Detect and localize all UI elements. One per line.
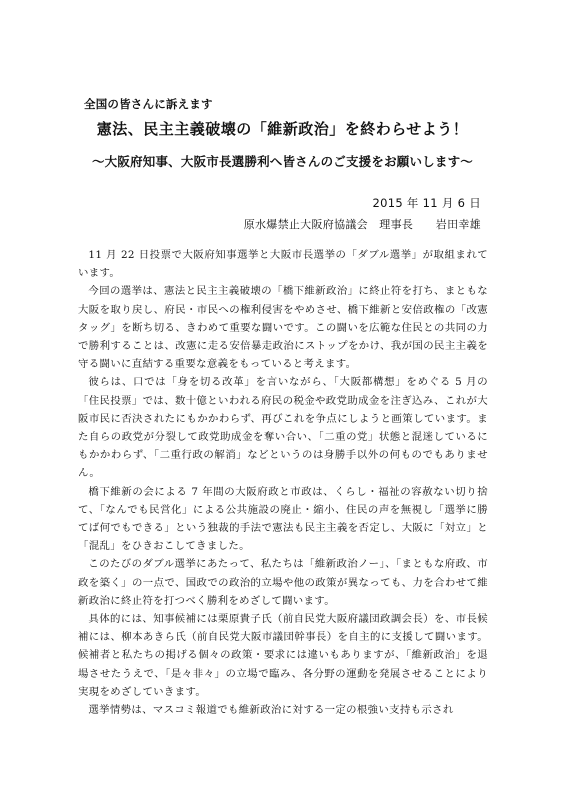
document-body [78, 246, 488, 719]
document-date: 2015 年 11 月 6 日 [372, 196, 481, 210]
document-title: 憲法、民主主義破壊の「維新政治」を終わらせよう！ [96, 120, 469, 138]
document-subtitle: ～大阪府知事、大阪市長選勝利へ皆さんのご支援をお願いします～ [91, 154, 473, 169]
appeal-label: 全国の皆さんに訴えます [84, 97, 213, 111]
body-paragraph: 彼らは、口では「身を切る改革」を言いながら、「大阪都構想」をめぐる 5 月の「住民投票」では、数十億といわれる府民の税金や政党助成金を注ぎ込み、これが大阪市民に否決されたにもかかわらず、再びこれを争点にしようと画策しています。また自らの政党が分裂して政党助成金を奪い合い、「二重の党」状態と混迷しているにもかかわらず、「二重行政の解消」などというのは身勝手以外の何ものでもありません。 [78, 376, 488, 480]
document-author: 原水爆禁止大阪府協議会 理事長 岩田幸雄 [243, 218, 481, 231]
body-paragraph: 橋下維新の会による 7 年間の大阪府政と市政は、くらし・福祉の容赦ない切り捨て、「なんでも民営化」による公共施設の廃止・縮小、住民の声を無視し「選挙に勝てば何でもできる」という独裁的手法で憲法も民主主義を否定し、大阪に「対立」と「混乱」をひきおこしてきました。 [78, 485, 488, 553]
body-paragraph: このたびのダブル選挙にあたって、私たちは「維新政治ノー」、「まともな府政、市政を築く」の一点で、国政での政治的立場や他の政策が異なっても、力を合わせて維新政治に終止符を打つべく勝利をめざして闘います。 [78, 558, 488, 607]
body-paragraph: 今回の選挙は、憲法と民主主義破壊の「橋下維新政治」に終止符を打ち、まともな大阪を取り戻し、府民・市民への権利侵害をやめさせ、橋下維新と安倍政権の「改憲タッグ」を断ち切る、きわめて重要な闘いです。この闘いを広範な住民との共同の力で勝利することは、改憲に走る安倍暴走政治にストップをかけ、我が国の民主主義を守る闘いに直結する重要な意義をもっていると考えます。 [78, 285, 488, 371]
body-paragraph: 11 月 22 日投票で大阪府知事選挙と大阪市長選挙の「ダブル選挙」が取組まれています。 [78, 249, 488, 280]
body-paragraph: 選挙情勢は、マスコミ報道でも維新政治に対する一定の根強い支持も示され [88, 704, 454, 717]
body-paragraph: 具体的には、知事候補には栗原貴子氏（前自民党大阪府議団政調会長）を、市長候補には、柳本あきら氏（前自民党大阪市議団幹事長）を自主的に支援して闘います。候補者と私たちの掲げる個々の政策・要求には違いもありますが、「維新政治」を退場させたうえで、「是々非々」の立場で臨み、各分野の運動を発展させることにより実現をめざしていきます。 [78, 613, 488, 698]
